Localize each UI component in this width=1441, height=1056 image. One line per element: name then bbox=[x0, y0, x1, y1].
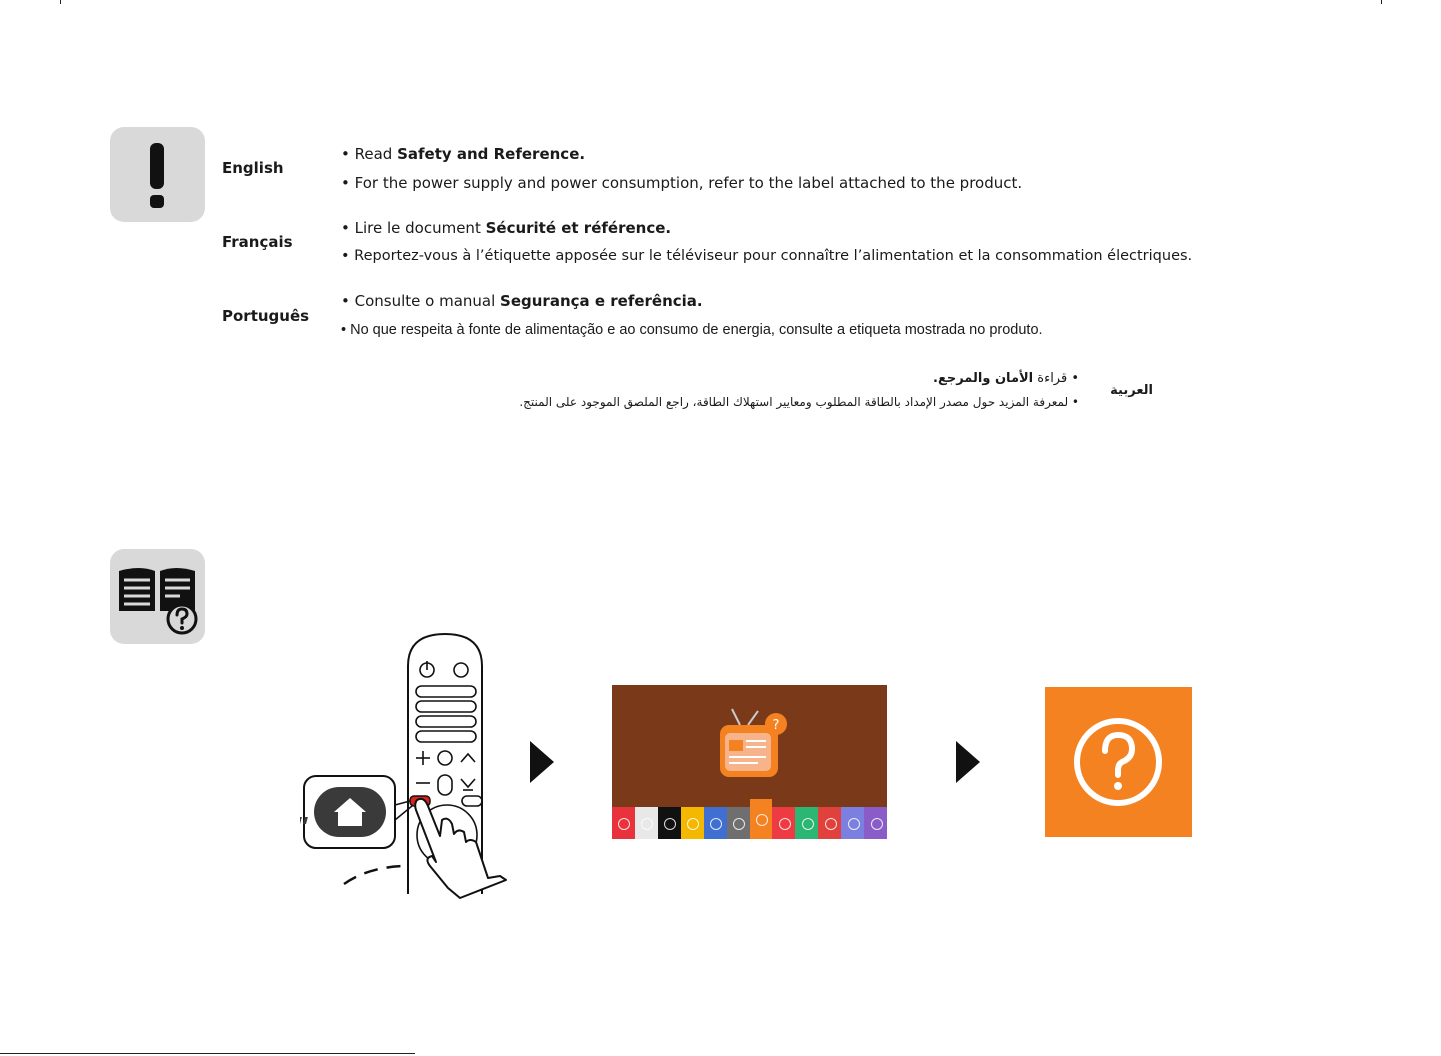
exclamation-icon bbox=[110, 127, 205, 222]
tv-home-screen bbox=[612, 685, 887, 839]
arabic-line-1: • قراءة الأمان والمرجع. bbox=[933, 371, 1079, 386]
launcher-tile bbox=[727, 807, 750, 839]
launcher-tile bbox=[864, 807, 887, 839]
crop-mark-right bbox=[1381, 0, 1382, 4]
launcher-bar bbox=[612, 807, 887, 839]
question-mark-icon bbox=[1045, 687, 1192, 837]
launcher-tile bbox=[772, 807, 795, 839]
arabic-line-2: • لمعرفة المزيد حول مصدر الإمداد بالطاقة المطلوب ومعايير استهلاك الطاقة، راجع الملصق الموجود على المنتج. bbox=[519, 395, 1079, 409]
step-arrow-1 bbox=[530, 741, 554, 783]
portuguese-line-2: • No que respeita à fonte de alimentação e ao consumo de energia, consulte a etiqueta mostrada no produto. bbox=[341, 322, 1043, 338]
lang-label-portuguese: Português bbox=[222, 307, 310, 325]
french-line-1: • Lire le document Sécurité et référence. bbox=[341, 219, 672, 237]
tv-help-app-illustration bbox=[714, 707, 804, 787]
help-app-tile bbox=[1045, 687, 1192, 837]
english-line-2: • For the power supply and power consumption, refer to the label attached to the product. bbox=[341, 174, 1023, 192]
launcher-tile bbox=[612, 807, 635, 839]
lang-label-french: Français bbox=[222, 233, 293, 251]
launcher-tile bbox=[681, 807, 704, 839]
lang-label-arabic: العربية bbox=[1110, 383, 1153, 398]
step-arrow-2 bbox=[956, 741, 980, 783]
launcher-tile bbox=[658, 807, 681, 839]
english-line-1: • Read Safety and Reference. bbox=[341, 145, 586, 163]
launcher-tile bbox=[635, 807, 658, 839]
warning-icon-box bbox=[110, 127, 205, 222]
magic-remote-illustration bbox=[300, 630, 515, 902]
footer-rule bbox=[0, 1053, 415, 1054]
lang-label-english: English bbox=[222, 159, 284, 177]
crop-mark-left bbox=[60, 0, 61, 4]
portuguese-line-1: • Consulte o manual Segurança e referência. bbox=[341, 292, 703, 310]
svg-text:?: ? bbox=[772, 718, 780, 733]
french-line-2: • Reportez-vous à l’étiquette apposée sur le téléviseur pour connaître l’alimentation et la consommation électriques. bbox=[341, 248, 1193, 264]
user-guide-book-icon bbox=[110, 549, 205, 644]
launcher-tile bbox=[841, 807, 864, 839]
launcher-tile bbox=[818, 807, 841, 839]
launcher-tile bbox=[704, 807, 727, 839]
launcher-tile bbox=[795, 807, 818, 839]
launcher-tile bbox=[750, 799, 773, 839]
manual-icon-box bbox=[110, 549, 205, 644]
